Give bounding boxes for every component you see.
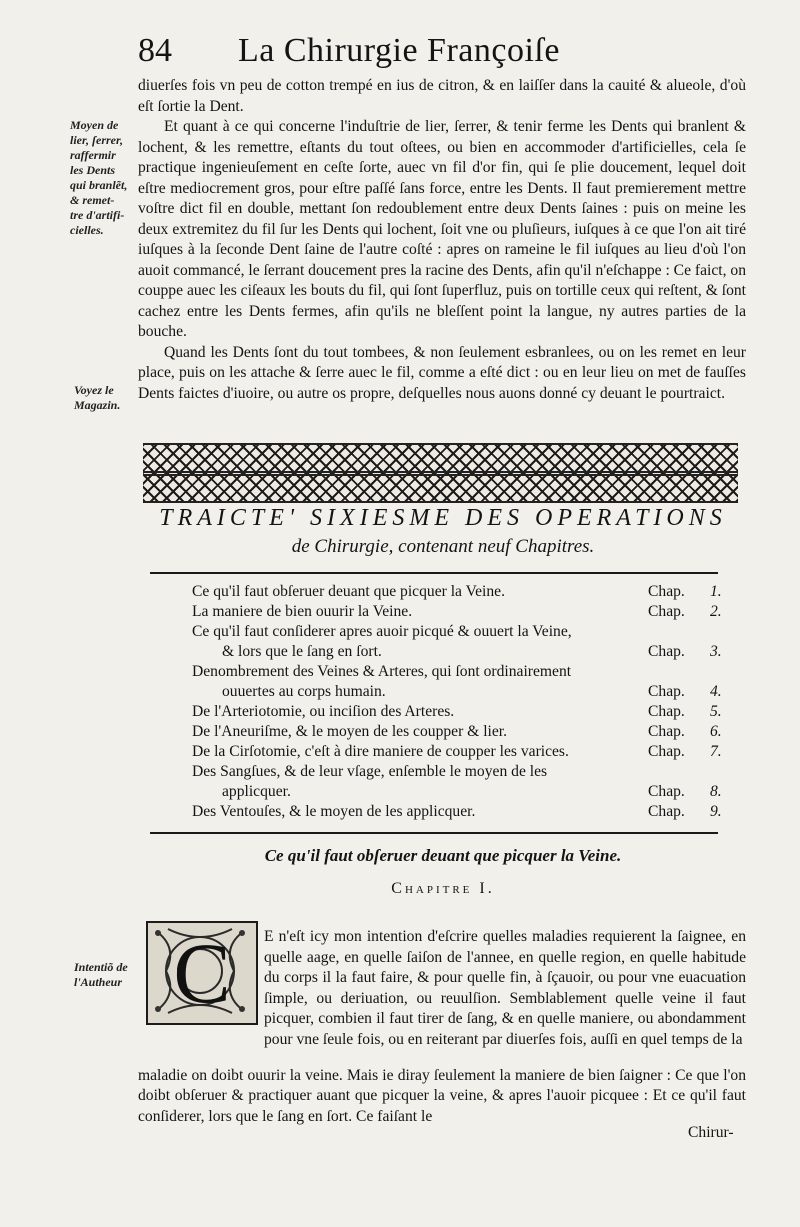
toc-chap-number: 4. (710, 683, 722, 700)
chapter-paragraph-drop (264, 927, 746, 1050)
margin-note-moyen (70, 118, 127, 238)
running-title: La Chirurgie Françoiſe (238, 32, 560, 69)
toc-chap-label: Chap. (648, 683, 685, 700)
chapter-paragraph-full (138, 1050, 746, 1143)
traicte-subtitle: de Chirurgie, contenant neuf Chapitres. (291, 536, 595, 557)
margin-note-line: Intentiõ de (74, 960, 128, 974)
margin-note-intention (74, 960, 128, 990)
paragraph-1: diuerſes fois vn peu de cotton trempé en ius de citron, & en laiſſer dans la cauité & alueole, d'où eſt ſortie la Dent. (138, 77, 746, 115)
rule-bottom (150, 832, 718, 834)
toc-text: Des Ventouſes, & le moyen de les applicquer. (192, 803, 476, 820)
toc-chap-label: Chap. (648, 803, 685, 820)
paragraph-2: Et quant à ce qui concerne l'induſtrie de lier, ſerrer, & tenir ferme les Dents qui branlent & lochent, & les remettre, eſtants du tout oſtees, ou bien en accommoder d'artificielles, cela ſe practique ingenieuſement en ceſte ſorte, auec vn fil d'or fin, qui ſe plie doucement, lequel doit eſtre mediocrement gros, pour eſtre paſſé ſans force, entre les Dents. Il faut premierement mettre voſtre dict fil en double, mettant ſon redoublement entre deux Dents ſaines : puis on meine les deux extremitez du fil ſur les Dents qui lochent, ſoit vne ou pluſieurs, iuſques à ce que l'on ait tiré iuſques à la ſeconde Dent ſaine de l'autre coſté : apres on rameine le fil iuſques au lieu d'où l'on auoit commancé, le ſerrant doucement pres la racine des Dents, afin qu'il n'eſchappe : Ce faict, on couppe auec les ciſeaux les bouts du fil, qui ſont ſuperfluz, puis on tortille ceux qui reſtent, & ſont cachez entre les Dents fermes, afin qu'ils ne bleſſent point la langue, ny autres parties de la bouche. (138, 118, 746, 340)
toc-text: Ce qu'il faut conſiderer apres auoir picqué & ouuert la Veine, (192, 623, 572, 640)
margin-note-line: tre d'artifi- (70, 208, 125, 222)
paragraph-3: Quand les Dents ſont du tout tombees, & non ſeulement esbranlees, ou on les remet en leur place, puis on les attache & ſerre auec le fil, comme a eſté dict : ou en leur lieu on met de fauſſes Dents faictes d'iuoire, ou autre os propre, deſquelles nous auons donné cy deuant le pourtraict. (138, 343, 746, 402)
toc-chap-label: Chap. (648, 643, 685, 660)
toc-chap-number: 9. (710, 803, 722, 820)
toc-row (192, 682, 732, 702)
table-of-contents (192, 582, 732, 822)
toc-text: Des Sangſues, & de leur vſage, enſemble le moyen de les (192, 763, 548, 780)
toc-chap-label: Chap. (648, 703, 685, 720)
toc-row (192, 742, 732, 762)
margin-note-line: Magazin. (74, 398, 121, 412)
margin-note-line: & remet- (70, 193, 115, 207)
toc-text: De l'Arteriotomie, ou inciſion des Arteres. (192, 703, 455, 720)
toc-row (192, 782, 732, 802)
initial-letter: C (173, 925, 231, 1021)
toc-chap-number: 3. (710, 643, 722, 660)
toc-chap-number: 6. (710, 723, 722, 740)
rule-top (150, 572, 718, 574)
margin-note-line: cielles. (70, 223, 104, 237)
decorated-initial (146, 921, 258, 1025)
ornamental-band (143, 443, 738, 503)
toc-text: ouuertes au corps humain. (222, 683, 386, 700)
toc-row (192, 582, 732, 602)
toc-text: Denombrement des Veines & Arteres, qui ſont ordinairement (192, 663, 572, 680)
toc-row (192, 662, 732, 682)
chapter-heading: Ce qu'il faut obſeruer deuant que picquer la Veine. (264, 846, 622, 865)
toc-text: De la Cirſotomie, c'eſt à dire maniere de coupper les varices. (192, 743, 569, 760)
toc-chap-label: Chap. (648, 723, 685, 740)
catchword: Chirur- (688, 1124, 734, 1141)
toc-chap-number: 8. (710, 783, 722, 800)
toc-row (192, 802, 732, 822)
traicte-title: TRAICTE' SIXIESME DES OPERATIONS (159, 505, 727, 531)
toc-row (192, 762, 732, 782)
toc-chap-number: 2. (710, 603, 722, 620)
margin-note-line: Voyez le (74, 383, 114, 397)
margin-note-voyez (74, 383, 120, 413)
chapter-paragraph-2: maladie on doibt ouurir la veine. Mais ie diray ſeulement la maniere de bien ſaigner : Ce que l'on doibt obſeruer & practiquer auant que picquer la veine, & apres l'auoir picquee : Et ce qu'il faut conſiderer, lors que le ſang en ſort. Ce faiſant le (138, 1066, 746, 1125)
margin-note-line: qui branlẽt, (70, 178, 128, 192)
toc-chap-label: Chap. (648, 583, 685, 600)
page-number: 84 (138, 32, 172, 69)
toc-row (192, 602, 732, 622)
body-text-top (138, 76, 746, 404)
margin-note-line: raffermir (70, 148, 116, 162)
toc-chap-label: Chap. (648, 743, 685, 760)
toc-text: De l'Aneuriſme, & le moyen de les coupper & lier. (192, 723, 508, 740)
toc-text: applicquer. (222, 783, 291, 800)
toc-chap-number: 5. (710, 703, 722, 720)
margin-note-line: les Dents (70, 163, 115, 177)
toc-text: Ce qu'il faut obſeruer deuant que picquer la Veine. (192, 583, 505, 600)
toc-row (192, 722, 732, 742)
toc-row (192, 702, 732, 722)
page-header (138, 30, 748, 76)
margin-note-line: Moyen de (70, 118, 119, 132)
toc-chap-number: 1. (710, 583, 722, 600)
chapter-paragraph-1: E n'eſt icy mon intention d'eſcrire quelles maladies requierent la ſaignee, en quelle aage, en quelle ſaiſon de l'annee, en quelle region, en quelle habitude du corps il la faut faire, & pour quelle fin, à ſçauoir, ou pour vne euacuation ſimple, ou deriuation, ou reuulſion. Semblablement quelle veine il faut picquer, combien il faut tirer de ſang, & en quelle maniere, ou abondamment pour vne ſeule fois, ou en reiterant par diuerſes fois, auſſi en quel temps de la (264, 928, 746, 1048)
toc-row (192, 642, 732, 662)
margin-note-line: lier, ſerrer, (70, 133, 123, 147)
toc-text: La maniere de bien ouurir la Veine. (192, 603, 413, 620)
toc-chap-label: Chap. (648, 783, 685, 800)
margin-note-line: l'Autheur (74, 975, 123, 989)
toc-row (192, 622, 732, 642)
toc-chap-number: 7. (710, 743, 722, 760)
toc-text: & lors que le ſang en ſort. (222, 643, 382, 660)
toc-chap-label: Chap. (648, 603, 685, 620)
chapter-number: Chapitre I. (391, 880, 495, 897)
